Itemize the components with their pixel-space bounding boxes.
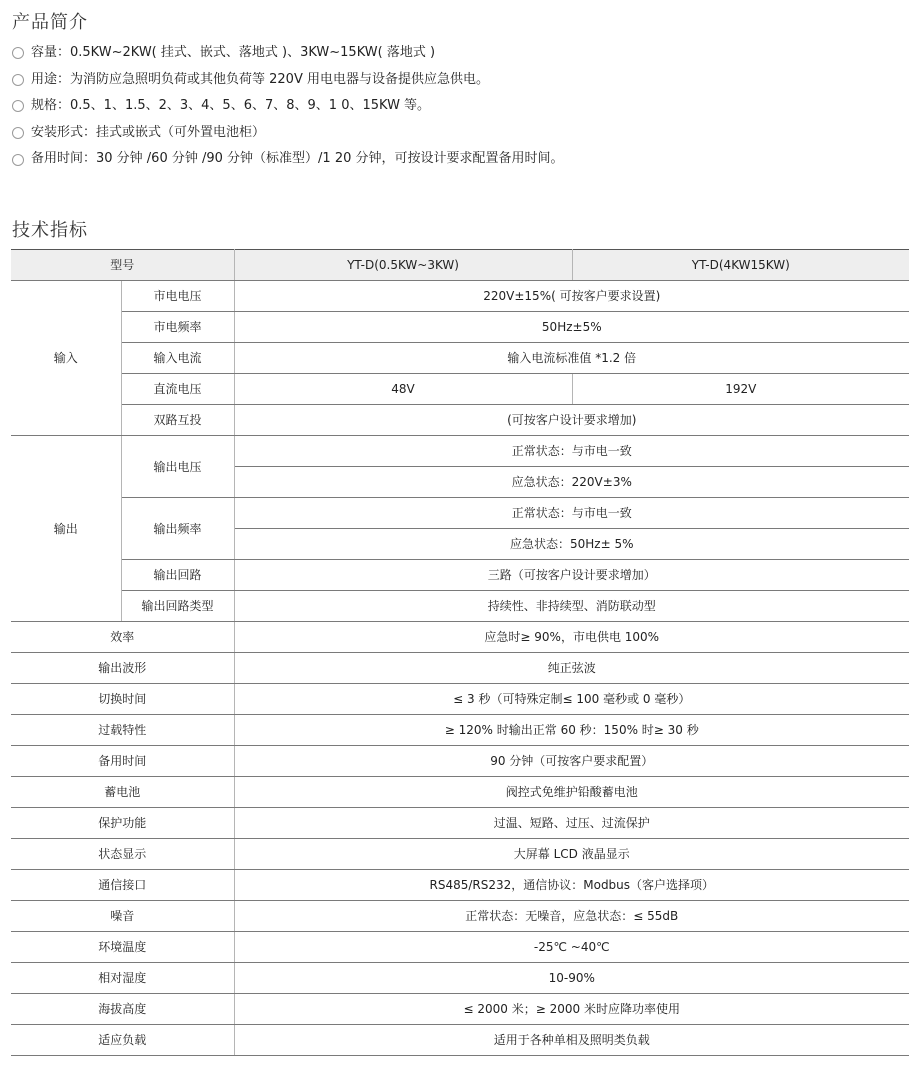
table-row [11, 436, 909, 467]
row-value: 过温、短路、过压、过流保护 [234, 808, 909, 839]
input-group-label: 输入 [11, 281, 121, 436]
intro-item [12, 120, 564, 147]
row-value: 正常状态：与市电一致 [234, 436, 909, 467]
row-label: 切换时间 [11, 684, 234, 715]
row-value: RS485/RS232，通信协议：Modbus（客户选择项） [234, 870, 909, 901]
row-value: 10-90% [234, 963, 909, 994]
circle-bullet-icon [12, 47, 24, 59]
table-row [11, 622, 909, 653]
row-label: 过载特性 [11, 715, 234, 746]
table-row [11, 870, 909, 901]
row-label: 环境温度 [11, 932, 234, 963]
row-label: 噪音 [11, 901, 234, 932]
intro-item-text: 备用时间：30 分钟 /60 分钟 /90 分钟（标准型）/1 20 分钟，可按设计要求配置备用时间。 [31, 151, 564, 167]
table-row [11, 963, 909, 994]
row-label: 市电频率 [121, 312, 234, 343]
row-value: 应急状态：220V±3% [234, 467, 909, 498]
table-row [11, 343, 909, 374]
row-label: 相对湿度 [11, 963, 234, 994]
table-header-row [11, 250, 909, 281]
row-label: 直流电压 [121, 374, 234, 405]
table-row [11, 932, 909, 963]
row-label: 效率 [11, 622, 234, 653]
row-label: 海拔高度 [11, 994, 234, 1025]
table-row [11, 1025, 909, 1056]
row-value: 正常状态：无噪音，应急状态：≤ 55dB [234, 901, 909, 932]
row-label: 状态显示 [11, 839, 234, 870]
row-value: 适用于各种单相及照明类负载 [234, 1025, 909, 1056]
product-intro-list [12, 40, 564, 173]
row-value: 纯正弦波 [234, 653, 909, 684]
table-row [11, 715, 909, 746]
product-intro-title: 产品简介 [12, 12, 88, 33]
row-label: 输出电压 [121, 436, 234, 498]
row-value: ≤ 2000 米；≥ 2000 米时应降功率使用 [234, 994, 909, 1025]
row-label: 保护功能 [11, 808, 234, 839]
row-value: 220V±15%( 可按客户要求设置) [234, 281, 909, 312]
row-label: 输出频率 [121, 498, 234, 560]
model-a-cell: YT-D(0.5KW~3KW) [234, 250, 572, 281]
row-value-model-a: 48V [234, 374, 572, 405]
intro-item-text: 用途：为消防应急照明负荷或其他负荷等 220V 用电电器与设备提供应急供电。 [31, 71, 489, 87]
table-row [11, 281, 909, 312]
intro-item [12, 146, 564, 173]
circle-bullet-icon [12, 154, 24, 166]
table-row [11, 901, 909, 932]
row-value: 三路（可按客户设计要求增加） [234, 560, 909, 591]
row-value: -25℃ ~40℃ [234, 932, 909, 963]
table-row [11, 994, 909, 1025]
tech-specs-table [11, 249, 909, 1056]
row-value: 输入电流标准值 *1.2 倍 [234, 343, 909, 374]
table-row [11, 312, 909, 343]
row-label: 备用时间 [11, 746, 234, 777]
model-label-cell: 型号 [11, 250, 234, 281]
row-label: 输入电流 [121, 343, 234, 374]
tech-specs-title: 技术指标 [12, 220, 88, 241]
row-label: 输出回路 [121, 560, 234, 591]
row-value: ≥ 120% 时输出正常 60 秒：150% 时≥ 30 秒 [234, 715, 909, 746]
intro-item [12, 67, 564, 94]
table-row [11, 808, 909, 839]
circle-bullet-icon [12, 127, 24, 139]
table-row [11, 746, 909, 777]
intro-item [12, 93, 564, 120]
table-row [11, 498, 909, 529]
circle-bullet-icon [12, 74, 24, 86]
row-label: 输出回路类型 [121, 591, 234, 622]
row-value: 大屏幕 LCD 液晶显示 [234, 839, 909, 870]
row-value: (可按客户设计要求增加) [234, 405, 909, 436]
row-label: 双路互投 [121, 405, 234, 436]
intro-item-text: 容量：0.5KW~2KW( 挂式、嵌式、落地式 )、3KW~15KW( 落地式 ) [31, 45, 436, 60]
table-row [11, 591, 909, 622]
table-row [11, 777, 909, 808]
row-value: 90 分钟（可按客户要求配置） [234, 746, 909, 777]
table-row [11, 684, 909, 715]
row-value: 应急状态：50Hz± 5% [234, 529, 909, 560]
row-label: 输出波形 [11, 653, 234, 684]
model-b-cell: YT-D(4KW15KW) [572, 250, 909, 281]
table-row [11, 374, 909, 405]
row-label: 市电电压 [121, 281, 234, 312]
row-value-model-b: 192V [572, 374, 909, 405]
row-value: 阀控式免维护铅酸蓄电池 [234, 777, 909, 808]
table-row [11, 560, 909, 591]
row-value: 50Hz±5% [234, 312, 909, 343]
circle-bullet-icon [12, 100, 24, 112]
table-row [11, 405, 909, 436]
row-value: ≤ 3 秒（可特殊定制≤ 100 毫秒或 0 毫秒） [234, 684, 909, 715]
row-label: 适应负载 [11, 1025, 234, 1056]
row-label: 蓄电池 [11, 777, 234, 808]
output-group-label: 输出 [11, 436, 121, 622]
table-row [11, 839, 909, 870]
row-value: 持续性、非持续型、消防联动型 [234, 591, 909, 622]
intro-item [12, 40, 564, 67]
row-value: 应急时≥ 90%，市电供电 100% [234, 622, 909, 653]
intro-item-text: 安装形式：挂式或嵌式（可外置电池柜） [31, 124, 266, 140]
row-label: 通信接口 [11, 870, 234, 901]
row-value: 正常状态：与市电一致 [234, 498, 909, 529]
table-row [11, 653, 909, 684]
intro-item-text: 规格：0.5、1、1.5、2、3、4、5、6、7、8、9、1 0、15KW 等。 [31, 98, 431, 114]
